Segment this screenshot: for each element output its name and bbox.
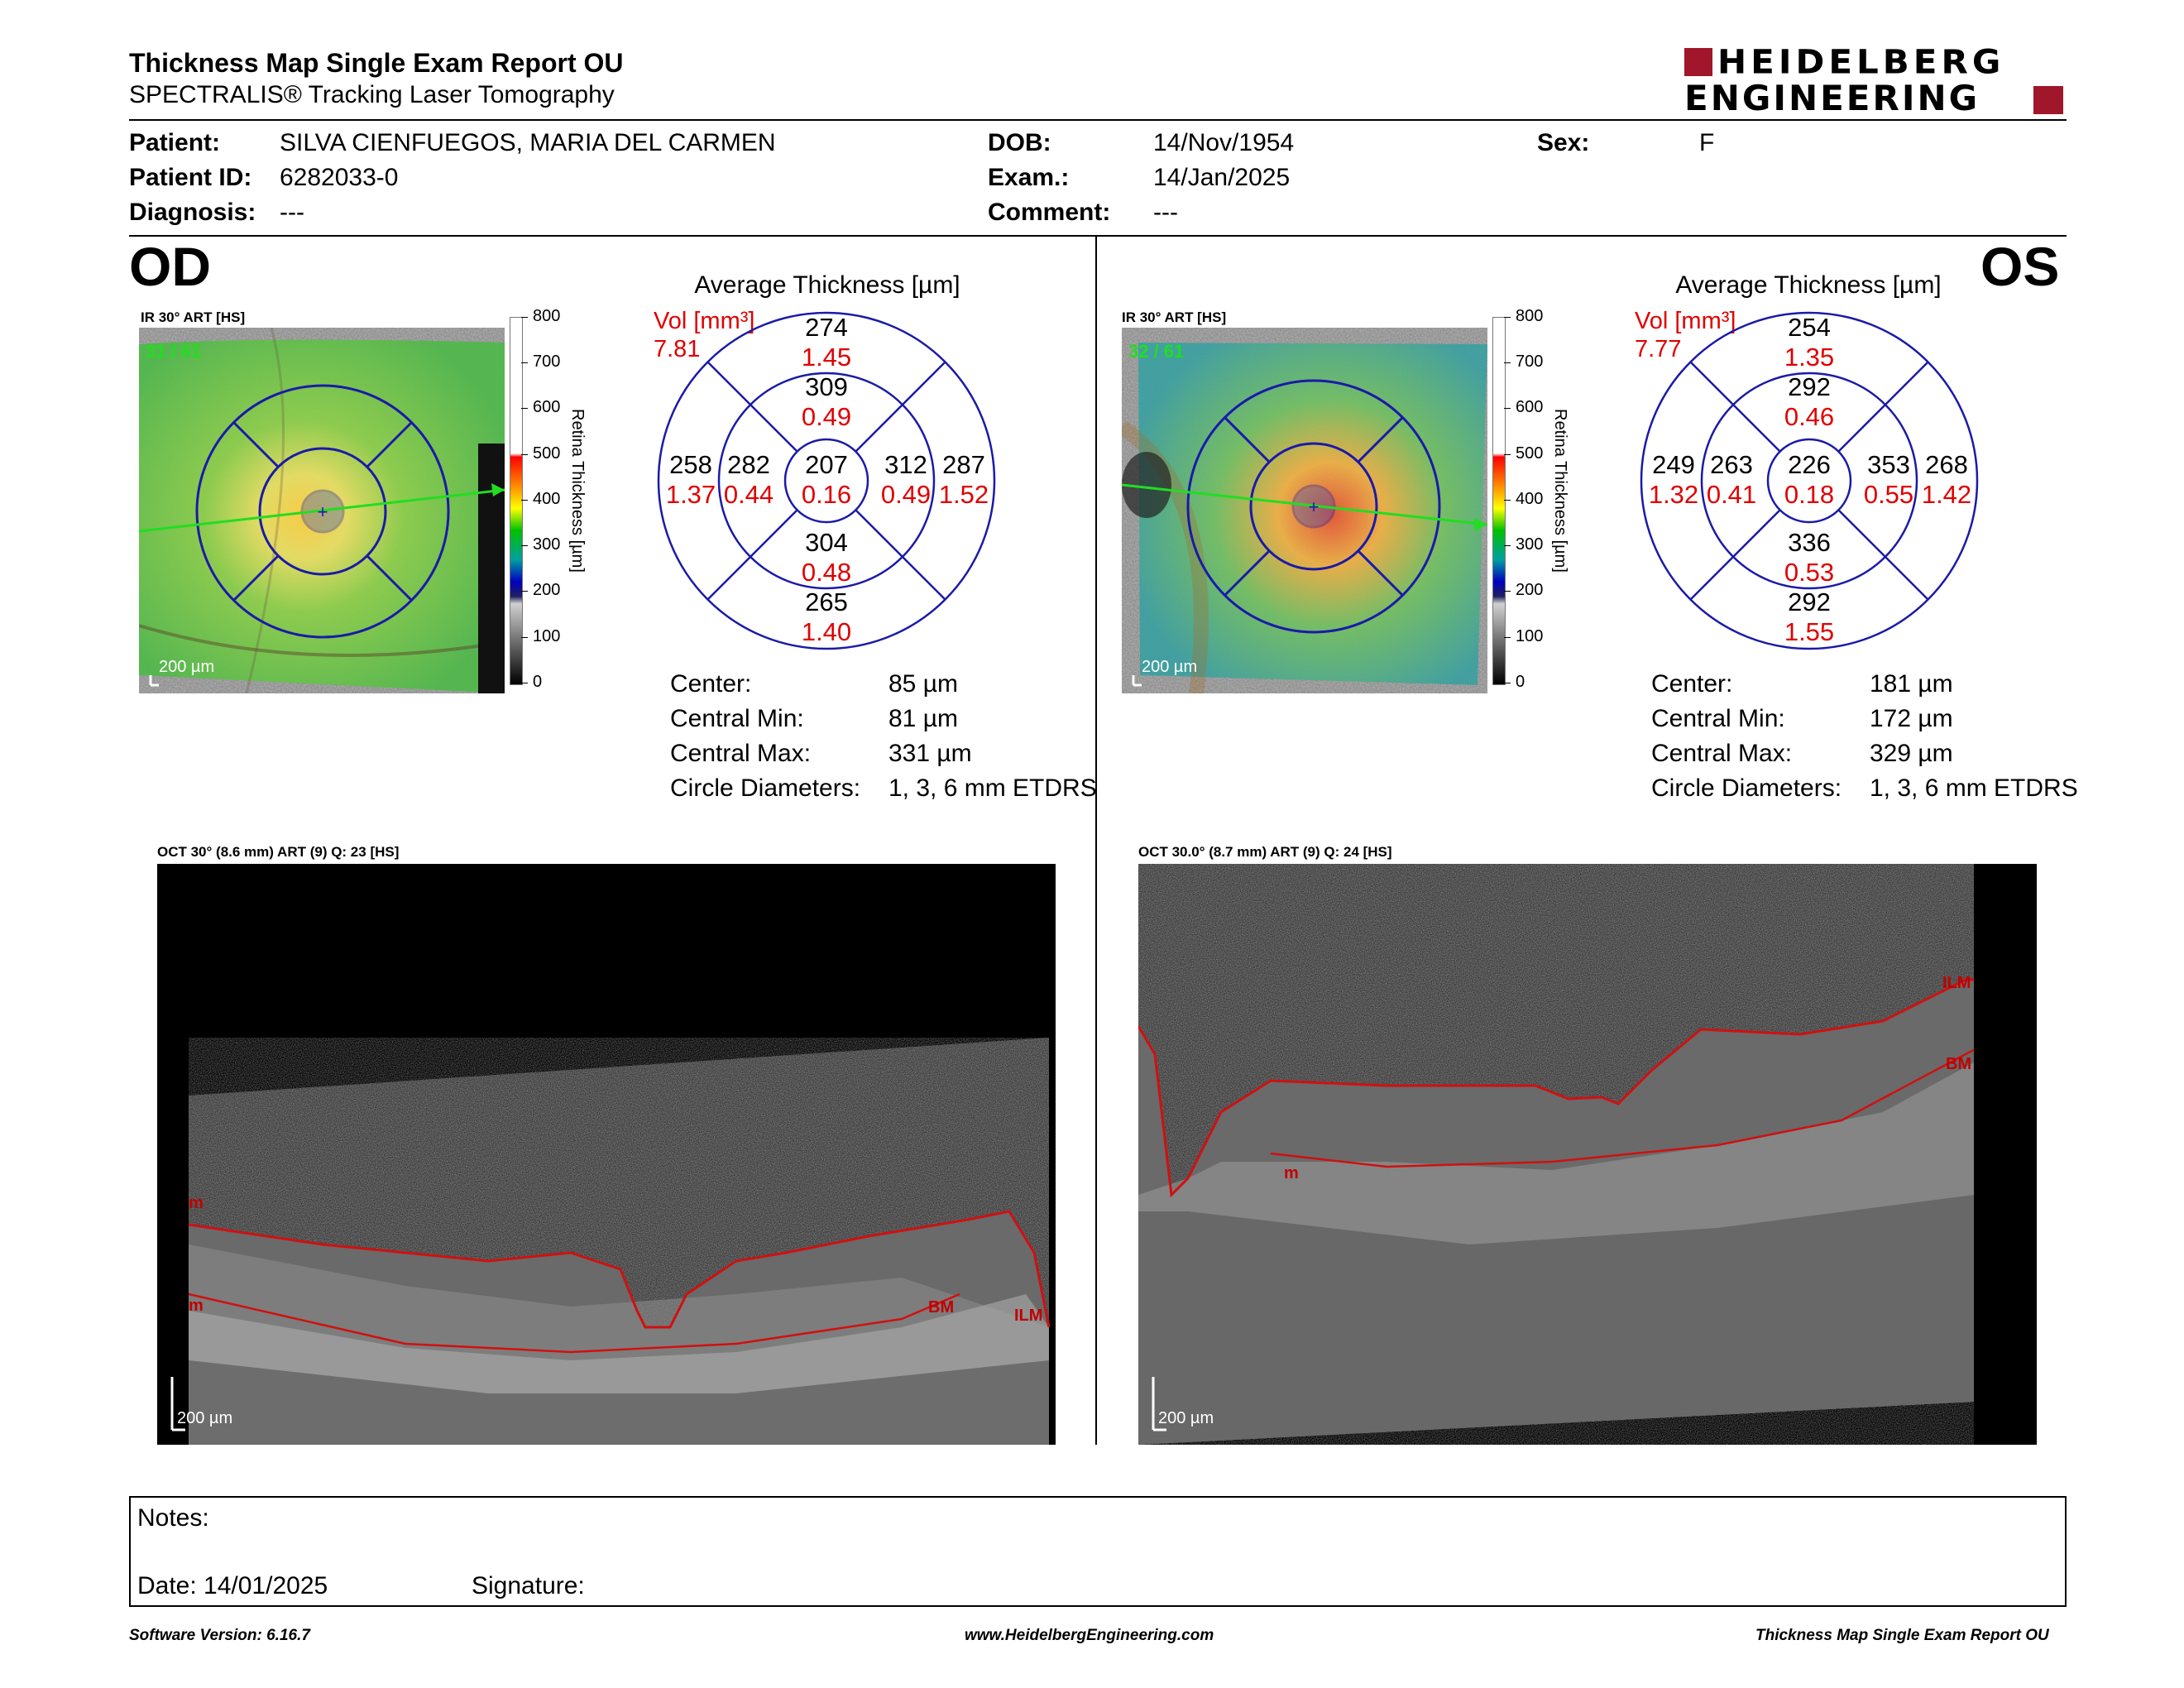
od-center-value: 85 µm xyxy=(888,670,958,698)
os-ir-image xyxy=(1122,328,1487,693)
od-diam-label: Circle Diameters: xyxy=(670,774,861,802)
os-inner-sup-volume: 0.46 xyxy=(1784,402,1835,431)
os-inner-right-thickness: 353 xyxy=(1867,450,1910,479)
os-min-value: 172 µm xyxy=(1870,705,1953,732)
os-cbar-tick-400: 400 xyxy=(1516,490,1544,508)
patient-id-label: Patient ID: xyxy=(129,164,252,191)
od-outer-right-volume: 1.52 xyxy=(938,480,989,509)
os-oct-image xyxy=(1138,864,2037,1445)
diagnosis-value: --- xyxy=(280,199,304,226)
os-outer-right-volume: 1.42 xyxy=(1921,480,1972,509)
od-outer-right-thickness: 287 xyxy=(942,450,985,479)
od-max-value: 331 µm xyxy=(888,740,972,767)
patient-label: Patient: xyxy=(129,129,221,156)
footer-software-version: Software Version: 6.16.7 xyxy=(129,1627,310,1644)
os-diam-label: Circle Diameters: xyxy=(1651,774,1842,802)
os-colorbar-ticks xyxy=(1504,317,1511,683)
os-avg-title: Average Thickness [µm] xyxy=(1675,271,1942,299)
os-tag-bm: BM xyxy=(1946,1055,1972,1073)
os-inner-left-volume: 0.41 xyxy=(1706,480,1757,509)
od-ir-scale: 200 µm xyxy=(159,658,215,676)
os-cbar-tick-300: 300 xyxy=(1516,535,1544,554)
od-inner-left-thickness: 282 xyxy=(727,450,770,479)
os-cbar-tick-100: 100 xyxy=(1516,627,1544,645)
os-eye-label: OS xyxy=(1980,236,2060,297)
od-cbar-label: Retina Thickness [µm] xyxy=(568,409,587,573)
od-tag-m2: m xyxy=(189,1297,204,1315)
os-center-volume: 0.18 xyxy=(1784,480,1835,509)
os-center-thickness: 226 xyxy=(1788,450,1831,479)
logo-red-square-top xyxy=(1684,48,1712,76)
dob-label: DOB: xyxy=(988,129,1051,156)
os-inner-sup-thickness: 292 xyxy=(1788,372,1831,401)
os-outer-sup-thickness: 254 xyxy=(1788,313,1831,342)
od-ir-image xyxy=(139,328,505,693)
os-outer-left-thickness: 249 xyxy=(1652,450,1695,479)
od-oct-svg xyxy=(157,864,1056,1445)
od-outer-inf-thickness: 265 xyxy=(805,587,848,616)
os-min-label: Central Min: xyxy=(1651,705,1785,732)
sex-label: Sex: xyxy=(1537,129,1590,156)
od-outer-sup-thickness: 274 xyxy=(805,313,848,342)
od-inner-sup-volume: 0.49 xyxy=(801,402,852,431)
od-avg-title: Average Thickness [µm] xyxy=(694,271,960,299)
os-inner-inf-thickness: 336 xyxy=(1788,528,1831,557)
od-vol-total: 7.81 xyxy=(654,336,701,362)
comment-value: --- xyxy=(1153,199,1178,226)
os-oct-svg xyxy=(1138,864,2037,1445)
od-inner-inf-volume: 0.48 xyxy=(801,558,852,587)
signature-label: Signature: xyxy=(472,1572,585,1599)
os-cbar-tick-700: 700 xyxy=(1516,352,1544,371)
od-outer-left-thickness: 258 xyxy=(669,450,712,479)
os-inner-inf-volume: 0.53 xyxy=(1784,558,1835,587)
os-cbar-tick-500: 500 xyxy=(1516,444,1544,463)
od-cbar-tick-0: 0 xyxy=(533,673,543,691)
os-cbar-label: Retina Thickness [µm] xyxy=(1551,409,1569,573)
exam-label: Exam.: xyxy=(988,164,1070,191)
footer-website[interactable]: www.HeidelbergEngineering.com xyxy=(965,1627,1214,1644)
od-tag-ilm: ILM xyxy=(1014,1307,1043,1325)
os-inner-left-thickness: 263 xyxy=(1710,450,1753,479)
os-tag-m1: m xyxy=(1284,1164,1299,1182)
os-vol-total: 7.77 xyxy=(1635,336,1682,362)
od-min-value: 81 µm xyxy=(888,705,958,732)
od-outer-left-volume: 1.37 xyxy=(665,480,716,509)
logo-text-heidelberg: HEIDELBERG xyxy=(1717,42,2005,81)
heidelberg-logo xyxy=(1684,42,2067,118)
od-center-volume: 0.16 xyxy=(801,480,852,509)
os-cbar-tick-800: 800 xyxy=(1516,307,1544,325)
sex-value: F xyxy=(1699,129,1715,156)
footer-report-name: Thickness Map Single Exam Report OU xyxy=(1755,1627,2049,1644)
od-inner-right-volume: 0.49 xyxy=(880,480,932,509)
od-cbar-tick-200: 200 xyxy=(533,581,561,599)
os-ir-label: IR 30° ART [HS] xyxy=(1122,309,1227,325)
od-center-thickness: 207 xyxy=(805,450,848,479)
logo-red-square-bottom xyxy=(2033,86,2063,114)
od-min-label: Central Min: xyxy=(670,705,804,732)
patient-divider xyxy=(129,235,2067,237)
od-ir-label: IR 30° ART [HS] xyxy=(141,309,246,325)
os-cbar-tick-0: 0 xyxy=(1516,673,1525,691)
os-cbar-tick-200: 200 xyxy=(1516,581,1544,599)
svg-text:+: + xyxy=(1308,496,1320,517)
od-cbar-tick-400: 400 xyxy=(533,490,561,508)
od-frame-count: 31 / 61 xyxy=(146,341,202,362)
exam-value: 14/Jan/2025 xyxy=(1153,164,1291,191)
od-oct-scale: 200 µm xyxy=(177,1409,233,1427)
svg-text:+: + xyxy=(317,501,328,522)
od-vol-label: Vol [mm³] xyxy=(654,308,755,334)
od-inner-sup-thickness: 309 xyxy=(805,372,848,401)
od-inner-inf-thickness: 304 xyxy=(805,528,848,557)
od-colorbar-ticks xyxy=(521,317,528,683)
od-oct-image xyxy=(157,864,1056,1445)
comment-label: Comment: xyxy=(988,199,1111,226)
dob-value: 14/Nov/1954 xyxy=(1153,129,1295,156)
od-eye-label: OD xyxy=(129,236,211,297)
os-diam-value: 1, 3, 6 mm ETDRS xyxy=(1870,774,2078,802)
od-cbar-tick-700: 700 xyxy=(533,352,561,371)
date-label: Date: 14/01/2025 xyxy=(137,1572,328,1599)
notes-label: Notes: xyxy=(137,1504,209,1532)
od-center-label: Center: xyxy=(670,670,752,698)
os-inner-right-volume: 0.55 xyxy=(1863,480,1914,509)
od-oct-label: OCT 30° (8.6 mm) ART (9) Q: 23 [HS] xyxy=(157,844,400,860)
od-inner-right-thickness: 312 xyxy=(884,450,927,479)
logo-text-engineering: ENGINEERING xyxy=(1684,78,1980,118)
os-oct-label: OCT 30.0° (8.7 mm) ART (9) Q: 24 [HS] xyxy=(1138,844,1392,860)
od-cbar-tick-600: 600 xyxy=(533,398,561,416)
os-center-label: Center: xyxy=(1651,670,1733,698)
diagnosis-label: Diagnosis: xyxy=(129,199,256,226)
os-tag-ilm: ILM xyxy=(1942,974,1971,992)
patient-id: 6282033-0 xyxy=(280,164,399,191)
od-outer-inf-volume: 1.40 xyxy=(801,617,852,646)
od-cbar-tick-800: 800 xyxy=(533,307,561,325)
patient-name: SILVA CIENFUEGOS, MARIA DEL CARMEN xyxy=(280,129,776,156)
header-divider xyxy=(129,119,2067,121)
os-max-value: 329 µm xyxy=(1870,740,1953,767)
od-max-label: Central Max: xyxy=(670,740,812,767)
od-inner-left-volume: 0.44 xyxy=(723,480,774,509)
od-tag-bm: BM xyxy=(928,1298,955,1316)
os-center-value: 181 µm xyxy=(1870,670,1953,698)
os-max-label: Central Max: xyxy=(1651,740,1793,767)
od-cbar-tick-500: 500 xyxy=(533,444,561,463)
os-cbar-tick-600: 600 xyxy=(1516,398,1544,416)
os-outer-inf-thickness: 292 xyxy=(1788,587,1831,616)
report-title: Thickness Map Single Exam Report OU xyxy=(129,48,624,78)
os-outer-inf-volume: 1.55 xyxy=(1784,617,1835,646)
os-ir-scale: 200 µm xyxy=(1142,658,1198,676)
os-ir-svg xyxy=(1122,328,1487,693)
od-cbar-tick-100: 100 xyxy=(533,627,561,645)
od-tag-m1: m xyxy=(189,1194,204,1212)
os-outer-right-thickness: 268 xyxy=(1925,450,1968,479)
notes-box[interactable] xyxy=(129,1496,2067,1607)
os-outer-left-volume: 1.32 xyxy=(1648,480,1699,509)
os-outer-sup-volume: 1.35 xyxy=(1784,343,1835,372)
od-ir-svg xyxy=(139,328,505,693)
center-divider xyxy=(1095,237,1097,1445)
od-cbar-tick-300: 300 xyxy=(533,535,561,554)
os-frame-count: 32 / 61 xyxy=(1128,341,1185,362)
od-diam-value: 1, 3, 6 mm ETDRS xyxy=(888,774,1097,802)
od-outer-sup-volume: 1.45 xyxy=(801,343,852,372)
report-subtitle: SPECTRALIS® Tracking Laser Tomography xyxy=(129,81,615,108)
os-oct-scale: 200 µm xyxy=(1158,1409,1214,1427)
os-vol-label: Vol [mm³] xyxy=(1635,308,1736,334)
